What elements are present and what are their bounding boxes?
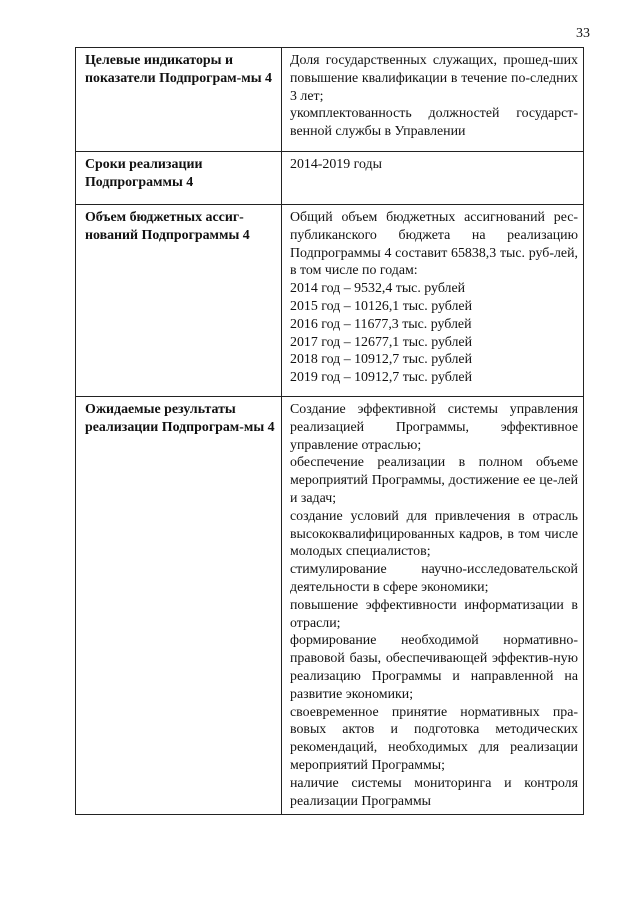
label-terms: Сроки реализации Подпрограммы 4 [76,152,282,205]
budget-year-line: 2018 год – 10912,7 тыс. рублей [290,352,473,368]
table-row-target-indicators [76,48,584,152]
label-target-indicators: Целевые индикаторы и показатели Подпрограм-мы 4 [76,48,282,152]
budget-year-line: 2019 год – 10912,7 тыс. рублей [290,370,473,386]
value-line: 2014-2019 годы [290,157,382,172]
page-number: 33 [576,26,590,41]
value-line: наличие системы мониторинга и контроля реализации Программы [290,775,578,809]
value-line: создание условий для привлечения в отрасль высококвалифицированных кадров, в том числе молодых специалистов; [290,508,578,560]
value-budget [282,205,584,397]
value-line: Общий объем бюджетных ассигнований рес-публиканского бюджета на реализацию Подпрограммы 4 составит 65838,3 тыс. руб-лей, в том числе по годам: [290,210,578,279]
table-row-budget [76,205,584,397]
table-row-expected-results [76,397,584,815]
budget-year-line: 2016 год – 11677,3 тыс. рублей [290,316,472,332]
value-line: Доля государственных служащих, прошед-ших повышение квалификации в течение по-следних 3 лет; [290,53,578,104]
value-expected-results [282,397,584,815]
value-target-indicators [282,48,584,152]
value-line: формирование необходимой нормативно-правовой базы, обеспечивающей эффектив-ную реализацию Программы и направленной на развитие экономики; [290,633,578,702]
value-line: укомплектованность должностей государст-венной службы в Управлении [290,106,578,140]
value-line: стимулирование научно-исследовательской деятельности в сфере экономики; [290,562,578,595]
value-line: обеспечение реализации в полном объеме мероприятий Программы, достижение ее це-лей и задач; [290,455,578,506]
budget-year-line: 2017 год – 12677,1 тыс. рублей [290,334,473,350]
budget-year-line: 2014 год – 9532,4 тыс. рублей [290,281,466,297]
label-expected-results: Ожидаемые результаты реализации Подпрограм-мы 4 [76,397,282,815]
value-line: своевременное принятие нормативных пра-вовых актов и подготовка методических рекомендаций, необходимых для реализации мероприятий Программы; [290,704,578,773]
passport-table [75,47,584,815]
value-line: повышение эффективности информатизации в отрасли; [290,597,578,631]
value-terms [282,152,584,205]
budget-year-line: 2015 год – 10126,1 тыс. рублей [290,298,473,314]
label-budget: Объем бюджетных ассиг-нований Подпрограммы 4 [76,205,282,397]
value-line: Создание эффективной системы управления реализацией Программы, эффективное управление отраслью; [290,402,578,453]
table-row-terms [76,152,584,205]
